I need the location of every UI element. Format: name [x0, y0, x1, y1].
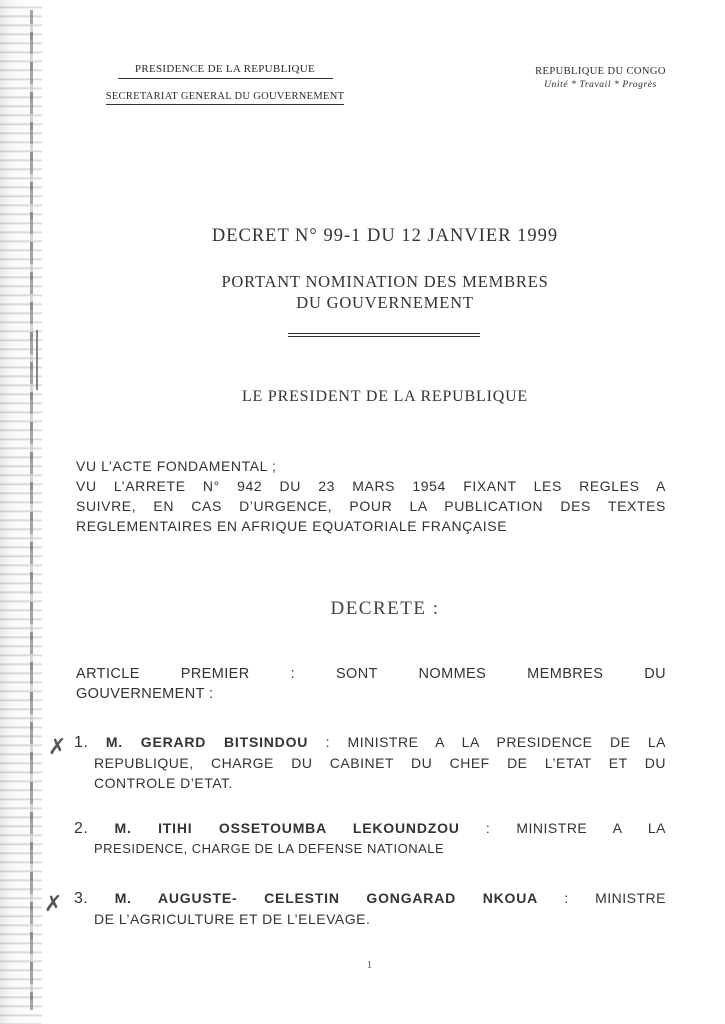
visas-block — [76, 456, 666, 536]
visa-line-3: SUIVRE, EN CAS D’URGENCE, POUR LA PUBLICATION DES TEXTES — [76, 498, 666, 514]
member-3-name: M. AUGUSTE- CELESTIN GONGARAD NKOUA — [114, 890, 539, 906]
visa-line-4: REGLEMENTAIRES EN AFRIQUE EQUATORIALE FRANÇAISE — [76, 518, 508, 534]
member-2-number: 2. — [74, 820, 89, 837]
member-1-number: 1. — [74, 734, 89, 751]
member-1-title: : MINISTRE A LA PRESIDENCE DE LA — [308, 734, 667, 750]
member-2-title: : MINISTRE A LA — [459, 820, 666, 836]
decree-subtitle — [60, 271, 710, 313]
republic-heading: REPUBLIQUE DU CONGO — [535, 66, 666, 77]
header-left — [90, 63, 360, 105]
subtitle-line-1: PORTANT NOMINATION DES MEMBRES — [221, 272, 549, 291]
member-item-1 — [74, 732, 666, 793]
member-2-line-1 — [74, 818, 666, 839]
decrete-heading: DECRETE : — [330, 598, 440, 619]
article-line-2: GOUVERNEMENT : — [76, 686, 214, 702]
decree-title: DECRET N° 99-1 DU 12 JANVIER 1999 — [211, 226, 559, 246]
article-line-1: ARTICLE PREMIER : SONT NOMMES MEMBRES DU — [76, 666, 666, 682]
subtitle-line-2: DU GOUVERNEMENT — [296, 293, 474, 312]
member-2-name: M. ITIHI OSSETOUMBA LEKOUNDZOU — [114, 820, 460, 836]
header-right — [508, 66, 693, 90]
visa-line-2: VU L’ARRETE N° 942 DU 23 MARS 1954 FIXANT LES REGLES A — [76, 478, 666, 494]
president-heading: LE PRESIDENT DE LA REPUBLIQUE — [241, 388, 528, 405]
member-item-3 — [74, 888, 666, 929]
member-3-line-1 — [74, 888, 666, 909]
binding-edge — [0, 0, 42, 1024]
article-premier — [76, 664, 666, 704]
binding-mark — [36, 330, 38, 390]
member-3-title: : MINISTRE — [538, 890, 667, 906]
member-1-line-2: REPUBLIQUE, CHARGE DU CABINET DU CHEF DE L’ETAT ET DU — [94, 755, 666, 771]
national-motto: Unité * Travail * Progrès — [544, 80, 657, 90]
check-mark-icon: ✗ — [48, 735, 67, 760]
member-2-line-2: PRESIDENCE, CHARGE DE LA DEFENSE NATIONALE — [94, 841, 445, 856]
member-3-line-2: DE L’AGRICULTURE ET DE L’ELEVAGE. — [94, 911, 371, 927]
page-number: 1 — [367, 960, 372, 971]
member-1-name: M. GERARD BITSINDOU — [105, 734, 309, 750]
member-1-line-1 — [74, 732, 666, 753]
presidency-heading: PRESIDENCE DE LA REPUBLIQUE — [118, 63, 333, 79]
title-divider — [288, 333, 480, 337]
visa-line-1: VU L’ACTE FONDAMENTAL ; — [76, 458, 277, 474]
member-1-line-3: CONTROLE D’ETAT. — [94, 775, 233, 791]
binding-stitch — [30, 10, 33, 1010]
secretariat-heading: SECRETARIAT GENERAL DU GOUVERNEMENT — [106, 91, 345, 105]
member-item-2 — [74, 818, 666, 859]
member-3-number: 3. — [74, 890, 89, 907]
check-mark-icon: ✗ — [44, 892, 63, 917]
